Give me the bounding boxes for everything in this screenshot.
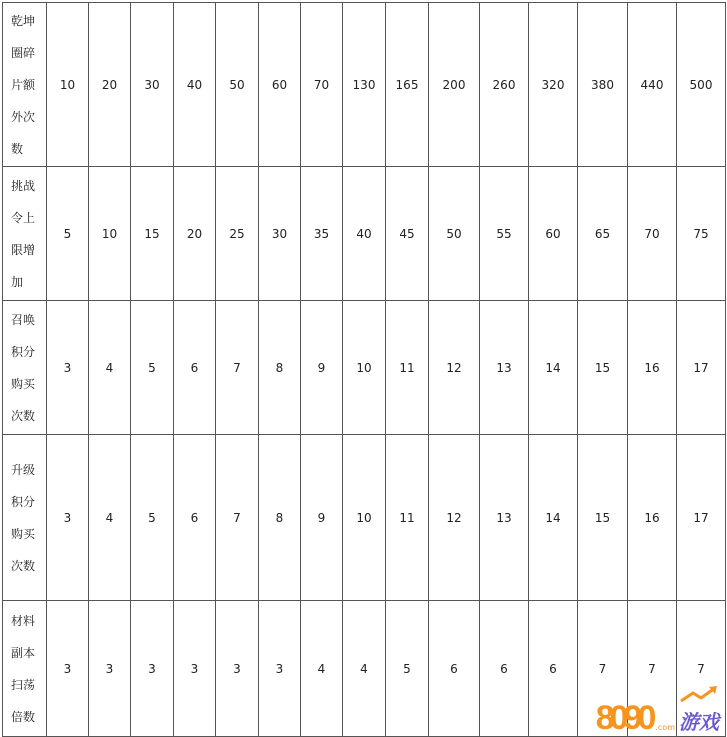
- table-cell: 10: [343, 435, 386, 601]
- table-cell: 7: [216, 435, 259, 601]
- table-cell: 13: [480, 301, 529, 435]
- watermark-brand: 游戏: [679, 710, 719, 734]
- table-cell: 4: [89, 301, 131, 435]
- table-cell: 4: [89, 435, 131, 601]
- table-row: [3, 3, 726, 167]
- table-cell: 3: [89, 601, 131, 737]
- row-header: 升级积分购买次数: [3, 435, 47, 601]
- table-cell: 30: [131, 3, 174, 167]
- table-cell: 5: [131, 301, 174, 435]
- table-cell: 440: [628, 3, 677, 167]
- table-cell: 11: [386, 301, 429, 435]
- table-cell: 25: [216, 167, 259, 301]
- watermark-digits: 8090: [595, 699, 652, 737]
- table-cell: 45: [386, 167, 429, 301]
- row-header: 召唤积分购买次数: [3, 301, 47, 435]
- table-cell: 14: [529, 435, 578, 601]
- table-cell: 13: [480, 435, 529, 601]
- table-cell: 70: [301, 3, 343, 167]
- table-cell: 5: [47, 167, 89, 301]
- table-cell: 6: [529, 601, 578, 737]
- table-cell: 3: [216, 601, 259, 737]
- table-cell: 6: [429, 601, 480, 737]
- table-cell: 50: [429, 167, 480, 301]
- table-cell: 14: [529, 301, 578, 435]
- table-cell: 40: [343, 167, 386, 301]
- table-cell: 70: [628, 167, 677, 301]
- trend-arrow-icon: [679, 685, 719, 705]
- table-cell: 7: [216, 301, 259, 435]
- table-cell: 60: [259, 3, 301, 167]
- table-cell: 5: [386, 601, 429, 737]
- table-cell: 3: [47, 435, 89, 601]
- table-cell: 50: [216, 3, 259, 167]
- table-cell: 8: [259, 435, 301, 601]
- table-cell: 11: [386, 435, 429, 601]
- watermark-domain: .com: [655, 723, 675, 732]
- table-cell: 30: [259, 167, 301, 301]
- table-cell: 17: [677, 301, 726, 435]
- row-header: 材料副本扫荡倍数: [3, 601, 47, 737]
- table-cell: 20: [89, 3, 131, 167]
- table-cell: 16: [628, 435, 677, 601]
- table-cell: 40: [174, 3, 216, 167]
- table-cell: 17: [677, 435, 726, 601]
- table-cell: 75: [677, 167, 726, 301]
- row-header: 挑战令上限增加: [3, 167, 47, 301]
- table-cell: 12: [429, 435, 480, 601]
- table-cell: 10: [343, 301, 386, 435]
- table-cell: 15: [578, 301, 628, 435]
- table-cell: 165: [386, 3, 429, 167]
- table-cell: 20: [174, 167, 216, 301]
- table-cell: 5: [131, 435, 174, 601]
- table-cell: 7: [578, 601, 628, 737]
- table-cell: 7: [677, 601, 726, 737]
- table-cell: 8: [259, 301, 301, 435]
- table-cell: 60: [529, 167, 578, 301]
- table-cell: 65: [578, 167, 628, 301]
- table-cell: 3: [47, 601, 89, 737]
- table-cell: 3: [131, 601, 174, 737]
- table-cell: 4: [343, 601, 386, 737]
- table-cell: 9: [301, 435, 343, 601]
- table-cell: 6: [480, 601, 529, 737]
- table-cell: 260: [480, 3, 529, 167]
- table-cell: 10: [47, 3, 89, 167]
- table-cell: 4: [301, 601, 343, 737]
- table-cell: 16: [628, 301, 677, 435]
- table-cell: 12: [429, 301, 480, 435]
- table-cell: 320: [529, 3, 578, 167]
- table-cell: 35: [301, 167, 343, 301]
- table-cell: 380: [578, 3, 628, 167]
- table-cell: 9: [301, 301, 343, 435]
- table-cell: 200: [429, 3, 480, 167]
- table-row: [3, 167, 726, 301]
- table-row: [3, 301, 726, 435]
- table-cell: 6: [174, 435, 216, 601]
- table-cell: 10: [89, 167, 131, 301]
- table-cell: 130: [343, 3, 386, 167]
- table-cell: 6: [174, 301, 216, 435]
- table-cell: 15: [131, 167, 174, 301]
- table-row: [3, 435, 726, 601]
- table-cell: 3: [174, 601, 216, 737]
- vip-benefits-table: [2, 2, 726, 737]
- row-header: 乾坤圈碎片额外次数: [3, 3, 47, 167]
- table-cell: 55: [480, 167, 529, 301]
- table-cell: 3: [259, 601, 301, 737]
- site-watermark-logo: [596, 701, 719, 735]
- table-cell: 3: [47, 301, 89, 435]
- table-cell: 15: [578, 435, 628, 601]
- table-cell: 500: [677, 3, 726, 167]
- table-cell: 7: [628, 601, 677, 737]
